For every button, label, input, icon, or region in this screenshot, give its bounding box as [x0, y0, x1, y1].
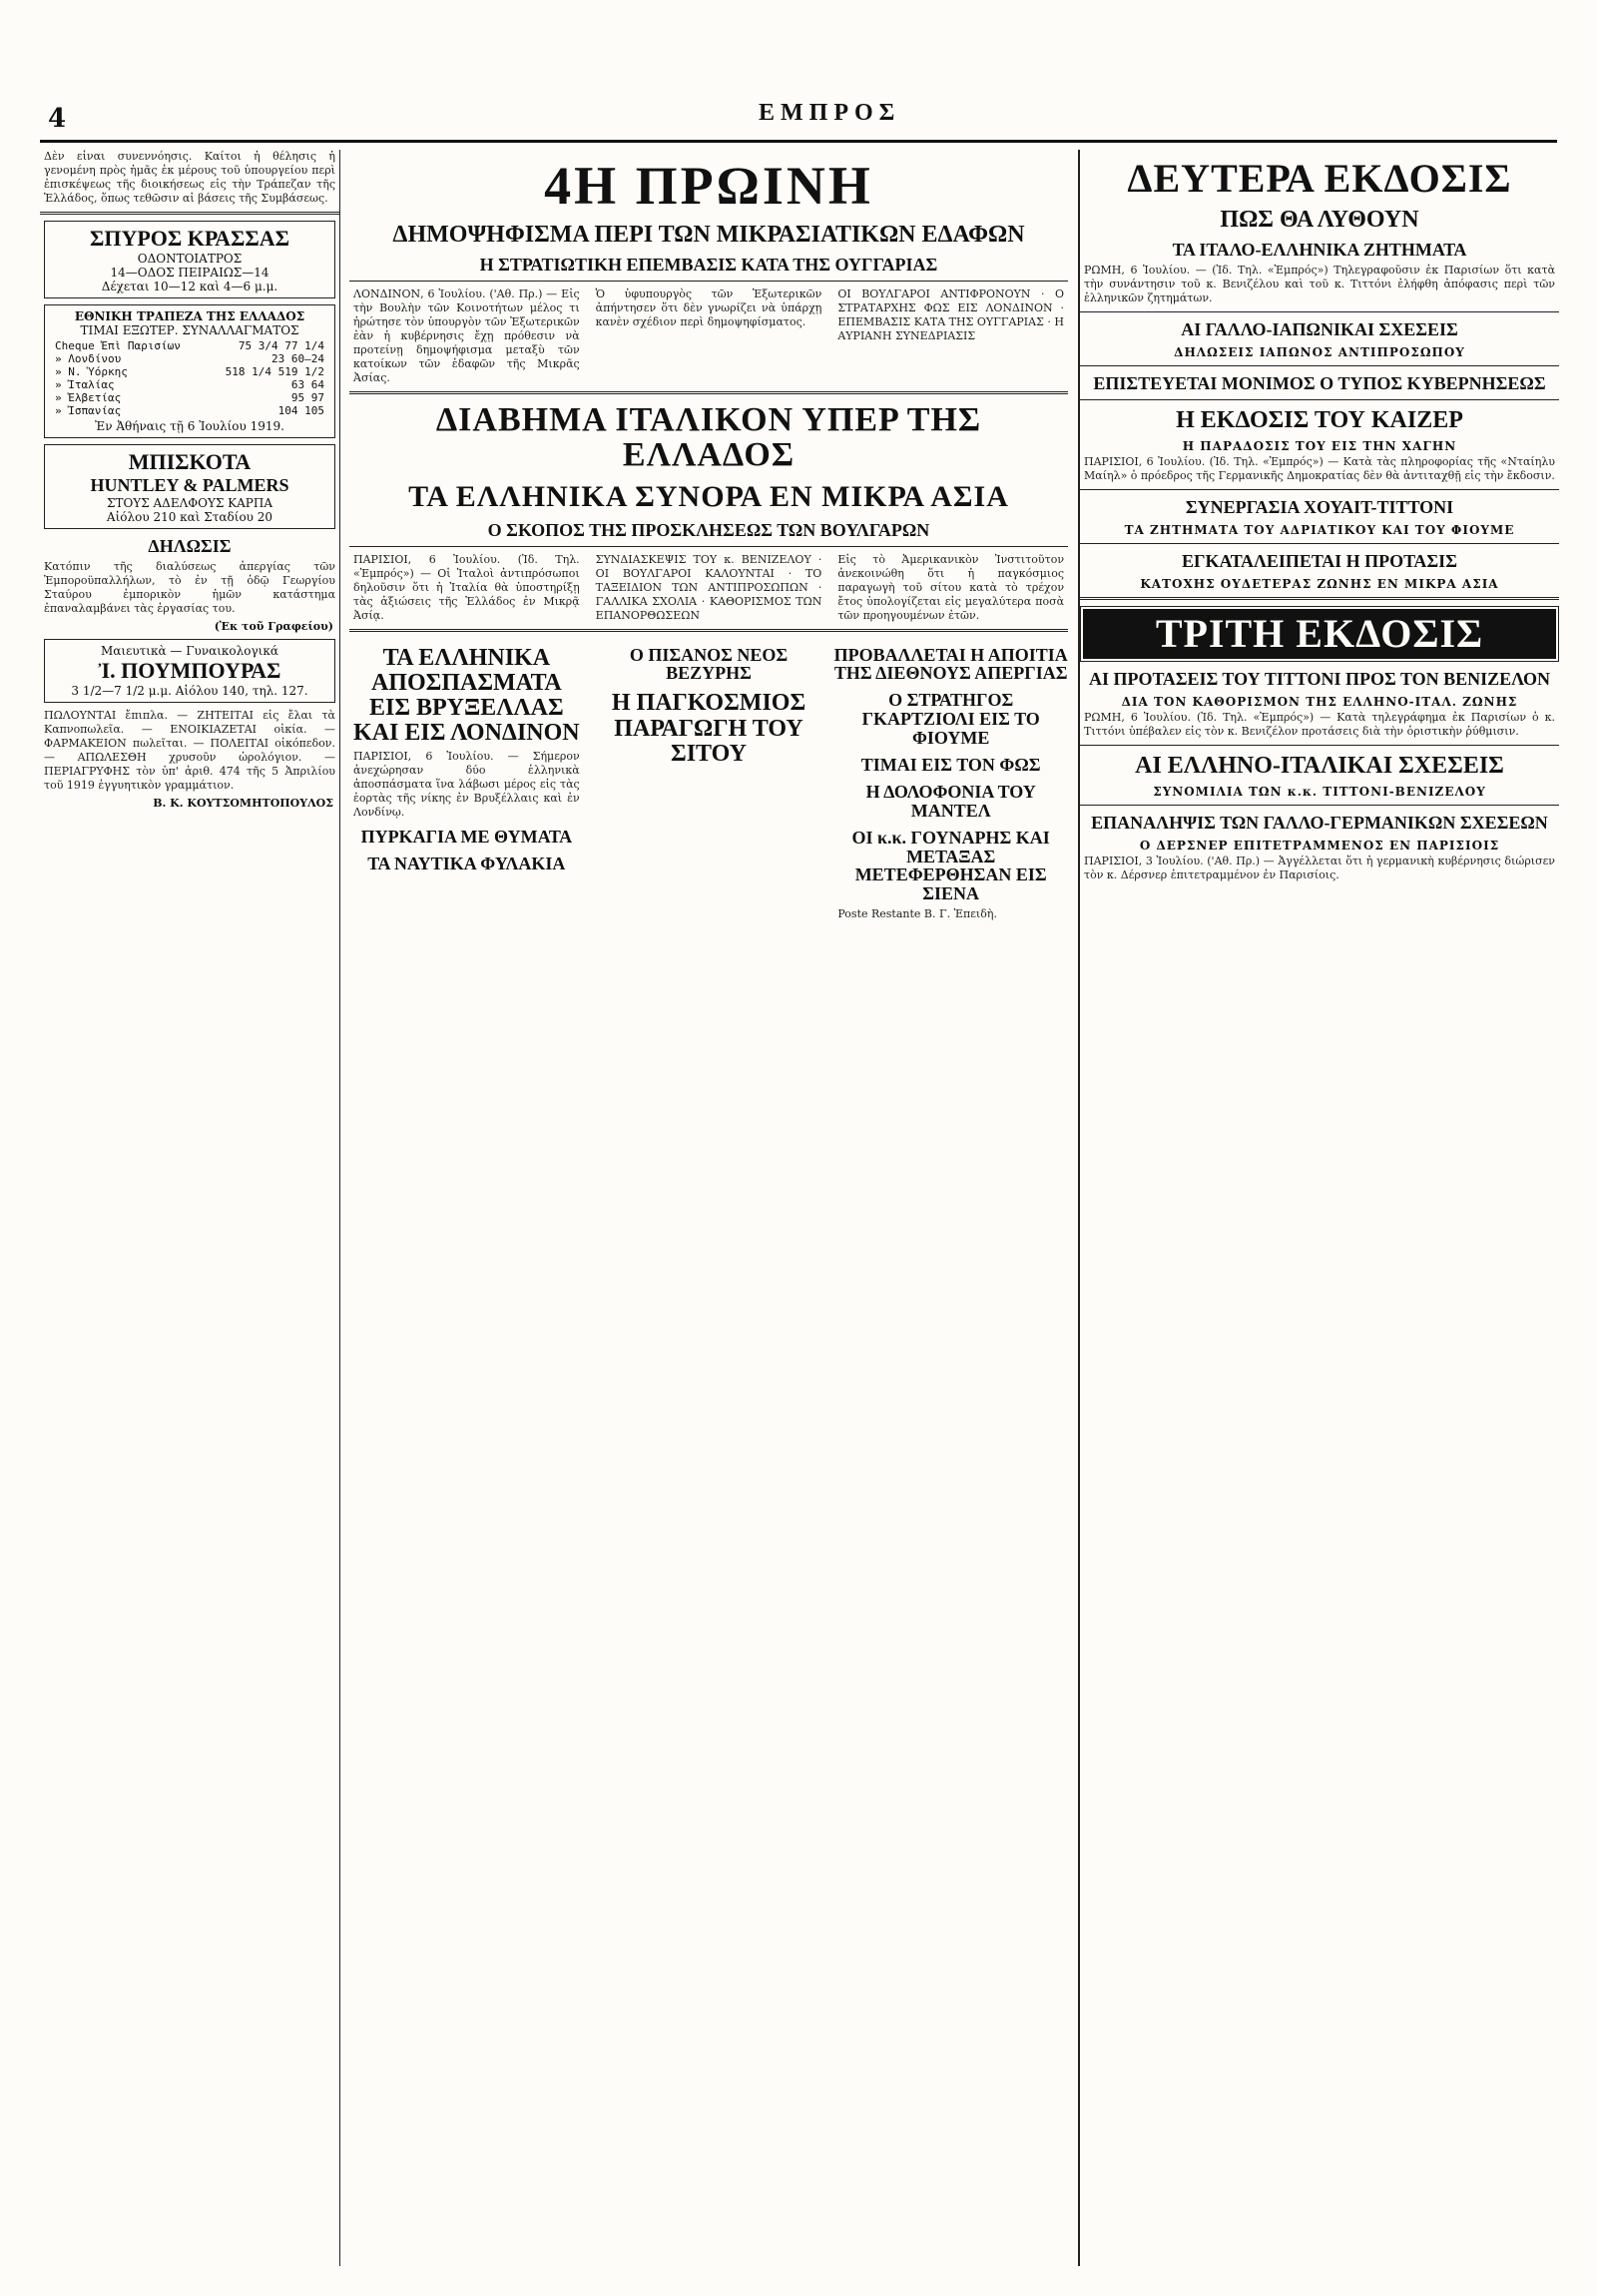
right-column [1078, 150, 1559, 2266]
story2-a: ΠΑΡΙΣΙΟΙ, 6 Ἰουλίου. (Ἰδ. Τηλ. «Ἐμπρός») — Οἱ Ἰταλοὶ ἀντιπρόσωποι δηλοῦσιν ὅτι ἡ Ἰταλία θὰ ὑποστηρίξῃ τὰς ἀξιώσεις τῆς Ἑλλάδος ἐν Μικρᾷ Ἀσίᾳ. [353, 552, 580, 622]
r-headline-6-sub: ΚΑΤΟΧΗΣ ΟΥΔΕΤΕΡΑΣ ΖΩΝΗΣ ΕΝ ΜΙΚΡΑ ΑΣΙΑ [1140, 576, 1499, 591]
headline-fire: ΠΥΡΚΑΓΙΑ ΜΕ ΘΥΜΑΤΑ [360, 827, 573, 848]
left-signature: Β. Κ. ΚΟΥΤΣΟΜΗΤΟΠΟΥΛΟΣ [153, 796, 333, 810]
divider [1080, 311, 1559, 312]
ad-doctor [44, 639, 335, 703]
headline-detachments: ΤΑ ΕΛΛΗΝΙΚΑ ΑΠΟΣΠΑΣΜΑΤΑ ΕΙΣ ΒΡΥΞΕΛΛΑΣ ΚΑΙ ΕΙΣ ΛΟΝΔΙΝΟΝ [353, 644, 580, 747]
r-headline-8-sub: ΣΥΝΟΜΙΛΙΑ ΤΩΝ κ.κ. ΤΙΤΤΟΝΙ-ΒΕΝΙΖΕΛΟΥ [1153, 784, 1486, 799]
divider [1080, 489, 1559, 490]
story4-wheat: Εἰς τὸ Ἀμερικανικὸν Ἰνστιτοῦτον ἀνεκοινώθη ὅτι ἡ παγκόσμιος παραγωγὴ τοῦ σίτου κατὰ τὸ τρέχον ἔτος ὑπολογίζεται εἰς μεγαλύτερα ποσὰ τῶν προηγουμένων ἐτῶν. [837, 552, 1065, 622]
rate-row [55, 339, 324, 352]
divider [1080, 597, 1559, 600]
headline-vizier: Ο ΠΙΣΑΝΟΣ ΝΕΟΣ ΒΕΖΥΡΗΣ [629, 644, 789, 684]
r-story-2: ΠΑΡΙΣΙΟΙ, 6 Ἰουλίου. (Ἰδ. Τηλ. «Ἐμπρός») — Κατὰ τὰς πληροφορίας τῆς «Νταίηλυ Μαίηλ» ὁ πρόεδρος τῆς Γερμανικῆς Δημοκρατίας δὲν θὰ ἀντιταχθῇ εἰς τὴν ἔκδοσιν. [1084, 455, 1555, 483]
r-story-4: ΠΑΡΙΣΙΟΙ, 3 Ἰουλίου. ('Αθ. Πρ.) — Ἀγγέλλεται ὅτι ἡ γερμανικὴ κυβέρνησις διώρισεν τὸν κ. Δέρσνερ ἐπιτετραμμένον ἐν Παρισίοις. [1084, 854, 1555, 881]
rate-value: 95 97 [290, 391, 324, 404]
rate-label: » Ν. Ὑόρκης [55, 365, 128, 378]
center-column [349, 150, 1068, 2266]
divider [1080, 745, 1559, 746]
rate-label: » Ἰσπανίας [55, 404, 122, 417]
ad-doctor-hours: 3 1/2—7 1/2 μ.μ. Αἰόλου 140, τηλ. 127. [71, 683, 308, 698]
rate-label: » Ἑλβετίας [55, 391, 122, 404]
rate-value: 75 3/4 77 1/4 [238, 339, 324, 352]
ad-biscuits-brand: HUNTLEY & PALMERS [90, 475, 289, 495]
story1-a: ΛΟΝΔΙΝΟΝ, 6 Ἰουλίου. ('Αθ. Πρ.) — Εἰς τὴν Βουλὴν τῶν Κοινοτήτων μέλος τι ἠρώτησε τὸν ὑπουργὸν τῶν Ἐξωτερικῶν ἐὰν ἡ κυβέρνησις ἔχῃ πρόθεσιν νὰ προτείνῃ δημοψήφισμα μεταξὺ τῶν κατοίκων τῶν ἐδαφῶν τῆς Μικρᾶς Ἀσίας. [353, 287, 580, 384]
r-story-1: ΡΩΜΗ, 6 Ἰουλίου. — (Ἰδ. Τηλ. «Ἐμπρός») Τηλεγραφοῦσιν ἐκ Παρισίων ὅτι κατὰ τὴν συνάντησιν τοῦ κ. Βενιζέλου καὶ τοῦ κ. Τιττόνι ἐλήφθη ἀπόφασις περὶ τῶν ἑλληνικῶν ζητημάτων. [1084, 264, 1555, 305]
story-block-2 [349, 553, 1068, 623]
r-headline-2-sub: ΔΗΛΩΣΕΙΣ ΙΑΠΩΝΟΣ ΑΝΤΙΠΡΟΣΩΠΟΥ [1174, 344, 1465, 359]
r-headline-1: ΠΩΣ ΘΑ ΛΥΘΟΥΝ [1220, 207, 1419, 233]
divider [1080, 365, 1559, 366]
headline-strike: ΠΡΟΒΑΛΛΕΤΑΙ Η ΑΠΟΙΤΙΑ ΤΗΣ ΔΙΕΘΝΟΥΣ ΑΠΕΡΓΙΑΣ [833, 644, 1068, 684]
r-headline-9-sub: Ο ΔΕΡΣΝΕΡ ΕΠΙΤΕΤΡΑΜΜΕΝΟΣ ΕΝ ΠΑΡΙΣΙΟΙΣ [1139, 838, 1500, 853]
divider [349, 546, 1068, 547]
r-headline-8: ΑΙ ΕΛΛΗΝΟ-ΙΤΑΛΙΚΑΙ ΣΧΕΣΕΙΣ [1135, 752, 1504, 779]
headline-referendum-sub: Η ΣΤΡΑΤΙΩΤΙΚΗ ΕΠΕΜΒΑΣΙΣ ΚΑΤΑ ΤΗΣ ΟΥΓΓΑΡΙΑΣ [479, 254, 938, 275]
rate-value: 63 64 [290, 378, 324, 391]
page-number: 4 [48, 104, 67, 134]
ad-dentist [44, 221, 335, 298]
ad-doctor-name: Ἰ. ΠΟΥΜΠΟΥΡΑΣ [98, 657, 281, 683]
ad-biscuits-store: ΣΤΟΥΣ ΑΔΕΛΦΟΥΣ ΚΑΡΠΑ [106, 496, 273, 510]
paper-name: ΕΜΠΡΟΣ [759, 100, 901, 126]
left-column [40, 150, 340, 2266]
rate-label: » Ἰταλίας [55, 378, 115, 391]
r-headline-7-sub: ΔΙΑ ΤΟΝ ΚΑΘΟΡΙΣΜΟΝ ΤΗΣ ΕΛΛΗΝΟ-ΙΤΑΛ. ΖΩΝΗΣ [1121, 694, 1518, 709]
ad-biscuits-title: ΜΠΙΣΚΟΤΑ [128, 449, 252, 474]
divider [1080, 399, 1559, 400]
bank-title: ΕΘΝΙΚΗ ΤΡΑΠΕΖΑ ΤΗΣ ΕΛΛΑΔΟΣ [74, 309, 305, 323]
edition-title: 4Η ΠΡΩΙΝΗ [544, 156, 873, 216]
notice-signature: (Ἐκ τοῦ Γραφείου) [214, 619, 333, 633]
ad-biscuits-address: Αἰόλου 210 καὶ Σταδίου 20 [106, 510, 273, 524]
ad-dentist-address: 14—ΟΔΟΣ ΠΕΙΡΑΙΩΣ—14 [110, 266, 269, 280]
rates-date: Ἐν Ἀθήναις τῇ 6 Ἰουλίου 1919. [95, 419, 284, 433]
r-headline-5-sub: ΤΑ ΖΗΤΗΜΑΤΑ ΤΟΥ ΑΔΡΙΑΤΙΚΟΥ ΚΑΙ ΤΟΥ ΦΙΟΥΜΕ [1124, 522, 1515, 537]
story2-b: ΣΥΝΔΙΑΣΚΕΨΙΣ ΤΟΥ κ. ΒΕΝΙΖΕΛΟΥ · ΟΙ ΒΟΥΛΓΑΡΟΙ ΚΑΛΟΥΝΤΑΙ · ΤΟ ΤΑΞΕΙΔΙΟΝ ΤΩΝ ΑΝΤΙΠΡΟΣΩΠΩΝ · ΓΑΛΛΙΚΑ ΣΧΟΛΙΑ · ΚΑΘΟΡΙΣΜΟΣ ΤΩΝ ΕΠΑΝΟΡΘΩΣΕΩΝ [595, 552, 822, 622]
notice-text: Κατόπιν τῆς διαλύσεως ἀπεργίας τῶν Ἐμποροϋπαλλήλων, τὸ ἐν τῇ ὁδῷ Γεωργίου Σταύρου ἐμπορικὸν ἡμῶν κατάστημα ἐπαναλαμβάνει τὰς ἐργασίας του. [44, 559, 335, 615]
headline-mandel: Η ΔΟΛΟΦΟΝΙΑ ΤΟΥ ΜΑΝΤΕΛ [865, 781, 1036, 821]
rate-value: 104 105 [277, 404, 324, 417]
ad-biscuits [44, 444, 335, 529]
rate-row [55, 404, 324, 417]
story1-c: ΟΙ ΒΟΥΛΓΑΡΟΙ ΑΝΤΙΦΡΟΝΟΥΝ · Ο ΣΤΡΑΤΑΡΧΗΣ ΦΩΣ ΕΙΣ ΛΟΝΔΙΝΟΝ · ΕΠΕΜΒΑΣΙΣ ΚΑΤΑ ΤΗΣ ΟΥΓΓΑΡΙΑΣ · Η ΑΥΡΙΑΝΗ ΣΥΝΕΔΡΙΑΣΙΣ [837, 287, 1065, 342]
divider [349, 281, 1068, 282]
notice-title: ΔΗΛΩΣΙΣ [148, 536, 232, 556]
bank-subtitle: ΤΙΜΑΙ ΕΞΩΤΕΡ. ΣΥΝΑΛΛΑΓΜΑΤΟΣ [80, 323, 299, 337]
headline-italian-demarche: ΔΙΑΒΗΜΑ ΙΤΑΛΙΚΟΝ ΥΠΕΡ ΤΗΣ ΕΛΛΑΔΟΣ [435, 400, 982, 474]
r-headline-4-sub: Η ΠΑΡΑΔΟΣΙΣ ΤΟΥ ΕΙΣ ΤΗΝ ΧΑΓΗΝ [1182, 439, 1457, 454]
bank-rates-box [44, 304, 335, 438]
masthead [40, 100, 1557, 143]
headline-greek-borders: ΤΑ ΕΛΛΗΝΙΚΑ ΣΥΝΟΡΑ ΕΝ ΜΙΚΡΑ ΑΣΙΑ [408, 480, 1009, 514]
ad-dentist-title: ΣΠΥΡΟΣ ΚΡΑΣΣΑΣ [89, 226, 290, 251]
r-headline-6: ΕΓΚΑΤΑΛΕΙΠΕΤΑΙ Η ΠΡΟΤΑΣΙΣ [1182, 550, 1457, 571]
rates-table [55, 339, 324, 417]
headline-naval: ΤΑ ΝΑΥΤΙΚΑ ΦΥΛΑΚΙΑ [367, 854, 566, 874]
left-story: Δὲν εἶναι συνεννόησις. Καίτοι ἡ θέλησις ἡ γενομένη πρὸς ἡμᾶς ἐκ μέρους τοῦ ὑπουργείου περὶ ἐπισκέψεως τῆς διοικήσεως εἰς τὴν Τράπεζαν τῆς Ἑλλάδος, ὅπως τεθῶσιν αἱ βάσεις τῆς Συμβάσεως. [44, 150, 335, 205]
headline-bulgarians: Ο ΣΚΟΠΟΣ ΤΗΣ ΠΡΟΣΚΛΗΣΕΩΣ ΤΩΝ ΒΟΥΛΓΑΡΩΝ [487, 519, 930, 540]
r-headline-4: Η ΕΚΔΟΣΙΣ ΤΟΥ ΚΑΙΖΕΡ [1176, 406, 1463, 433]
r-headline-7: ΑΙ ΠΡΟΤΑΣΕΙΣ ΤΟΥ ΤΙΤΤΟΝΙ ΠΡΟΣ ΤΟΝ ΒΕΝΙΖΕΛΟΝ [1088, 668, 1551, 689]
r-headline-9: ΕΠΑΝΑΛΗΨΙΣ ΤΩΝ ΓΑΛΛΟ-ΓΕΡΜΑΝΙΚΩΝ ΣΧΕΣΕΩΝ [1091, 812, 1548, 833]
r-headline-1-sub: ΤΑ ΙΤΑΛΟ-ΕΛΛΗΝΙΚΑ ΖΗΤΗΜΑΤΑ [1172, 240, 1467, 261]
rate-value: 518 1/4 519 1/2 [225, 365, 324, 378]
r-headline-2: ΑΙ ΓΑΛΛΟ-ΙΑΠΩΝΙΚΑΙ ΣΧΕΣΕΙΣ [1181, 319, 1458, 340]
ad-dentist-sub: ΟΔΟΝΤΟΙΑΤΡΟΣ [137, 252, 243, 266]
rate-row [55, 391, 324, 404]
headline-fiume: Ο ΣΤΡΑΤΗΓΟΣ ΓΚΑΡΤΖΙΟΛΙ ΕΙΣ ΤΟ ΦΙΟΥΜΕ [861, 690, 1040, 749]
headline-wheat: Η ΠΑΓΚΟΣΜΙΟΣ ΠΑΡΑΓΩΓΗ ΤΟΥ ΣΙΤΟΥ [611, 690, 806, 767]
story-block-1 [349, 287, 1068, 385]
divider [349, 391, 1068, 394]
rate-row [55, 378, 324, 391]
rate-row [55, 365, 324, 378]
r-headline-3: ΕΠΙΣΤΕΥΕΤΑΙ ΜΟΝΙΜΟΣ Ο ΤΥΠΟΣ ΚΥΒΕΡΝΗΣΕΩΣ [1093, 372, 1546, 393]
divider [349, 629, 1068, 632]
headline-gounaris: ΟΙ κ.κ. ΓΟΥΝΑΡΗΣ ΚΑΙ ΜΕΤΑΞΑΣ ΜΕΤΕΦΕΡΘΗΣΑΝ ΕΙΣ ΣΙΕΝΑ [851, 827, 1050, 904]
rate-label: » Λονδίνου [55, 352, 122, 365]
divider [1080, 543, 1559, 544]
edition2-title: ΔΕΥΤΕΡΑ ΕΚΔΟΣΙΣ [1127, 156, 1512, 201]
ad-doctor-title: Μαιευτικὰ — Γυναικολογικά [101, 643, 278, 658]
headline-referendum: ΔΗΜΟΨΗΦΙΣΜΑ ΠΕΡΙ ΤΩΝ ΜΙΚΡΑΣΙΑΤΙΚΩΝ ΕΔΑΦΩΝ [392, 221, 1025, 248]
story-block-3 [349, 638, 1068, 922]
rate-row [55, 352, 324, 365]
divider [1080, 805, 1559, 806]
rate-value: 23 60—24 [271, 352, 324, 365]
r-story-3: ΡΩΜΗ, 6 Ἰουλίου. (Ἰδ. Τηλ. «Ἐμπρός») — Κατὰ τηλεγράφημα ἐκ Παρισίων ὁ κ. Τιττόνι ὑπέβαλεν εἰς τὸν κ. Βενιζέλον προτάσεις διὰ τὴν ὁριστικὴν ῥύθμισιν. [1084, 710, 1555, 738]
story1-b: Ὁ ὑφυπουργὸς τῶν Ἐξωτερικῶν ἀπήντησεν ὅτι δὲν γνωρίζει νὰ ὑπάρχῃ κανὲν σχέδιον περὶ δημοψηφίσματος. [595, 287, 822, 328]
edition3-box [1080, 606, 1559, 662]
postal-note: Poste Restante B. Γ. Ἐπειδὴ. [837, 907, 997, 921]
r-headline-5: ΣΥΝΕΡΓΑΣΙΑ ΧΟΥΑΙΤ-ΤΙΤΤΟΝΙ [1185, 497, 1454, 518]
edition3-title: ΤΡΙΤΗ ΕΚΔΟΣΙΣ [1083, 609, 1556, 659]
divider [40, 212, 339, 215]
ad-dentist-hours: Δέχεται 10—12 καὶ 4—6 μ.μ. [101, 280, 278, 293]
headline-foch: ΤΙΜΑΙ ΕΙΣ ΤΟΝ ΦΩΣ [860, 754, 1041, 775]
story3: ΠΑΡΙΣΙΟΙ, 6 Ἰουλίου. — Σήμερον ἀνεχώρησαν δύο ἑλληνικὰ ἀποσπάσματα ἵνα λάβωσι μέρος εἰς τὰς ἑορτὰς τῆς νίκης ἐν Βρυξέλλαις καὶ ἐν Λονδίνῳ. [353, 750, 580, 820]
classifieds: ΠΩΛΟΥΝΤΑΙ ἔπιπλα. — ΖΗΤΕΙΤΑΙ εἰς ἔλαι τὰ Καπνοπωλεῖα. — ΕΝΟΙΚΙΑΖΕΤΑΙ οἰκία. — ΦΑΡΜΑΚΕΙΟΝ πωλεῖται. — ΠΟΛΕΙΤΑΙ οἰκόπεδον. — ΑΠΩΛΕΣΘΗ χρυσοῦν ὡρολόγιον. — ΠΕΡΙΑΓΡΥΦΗΣ τὸν ὑπ' ἀριθ. 474 τῆς 5 Ἀπριλίου τοῦ 1919 ἐγγυητικὸν γραμμάτιον. [44, 708, 335, 792]
rate-label: Cheque Ἐπὶ Παρισίων [55, 339, 181, 352]
